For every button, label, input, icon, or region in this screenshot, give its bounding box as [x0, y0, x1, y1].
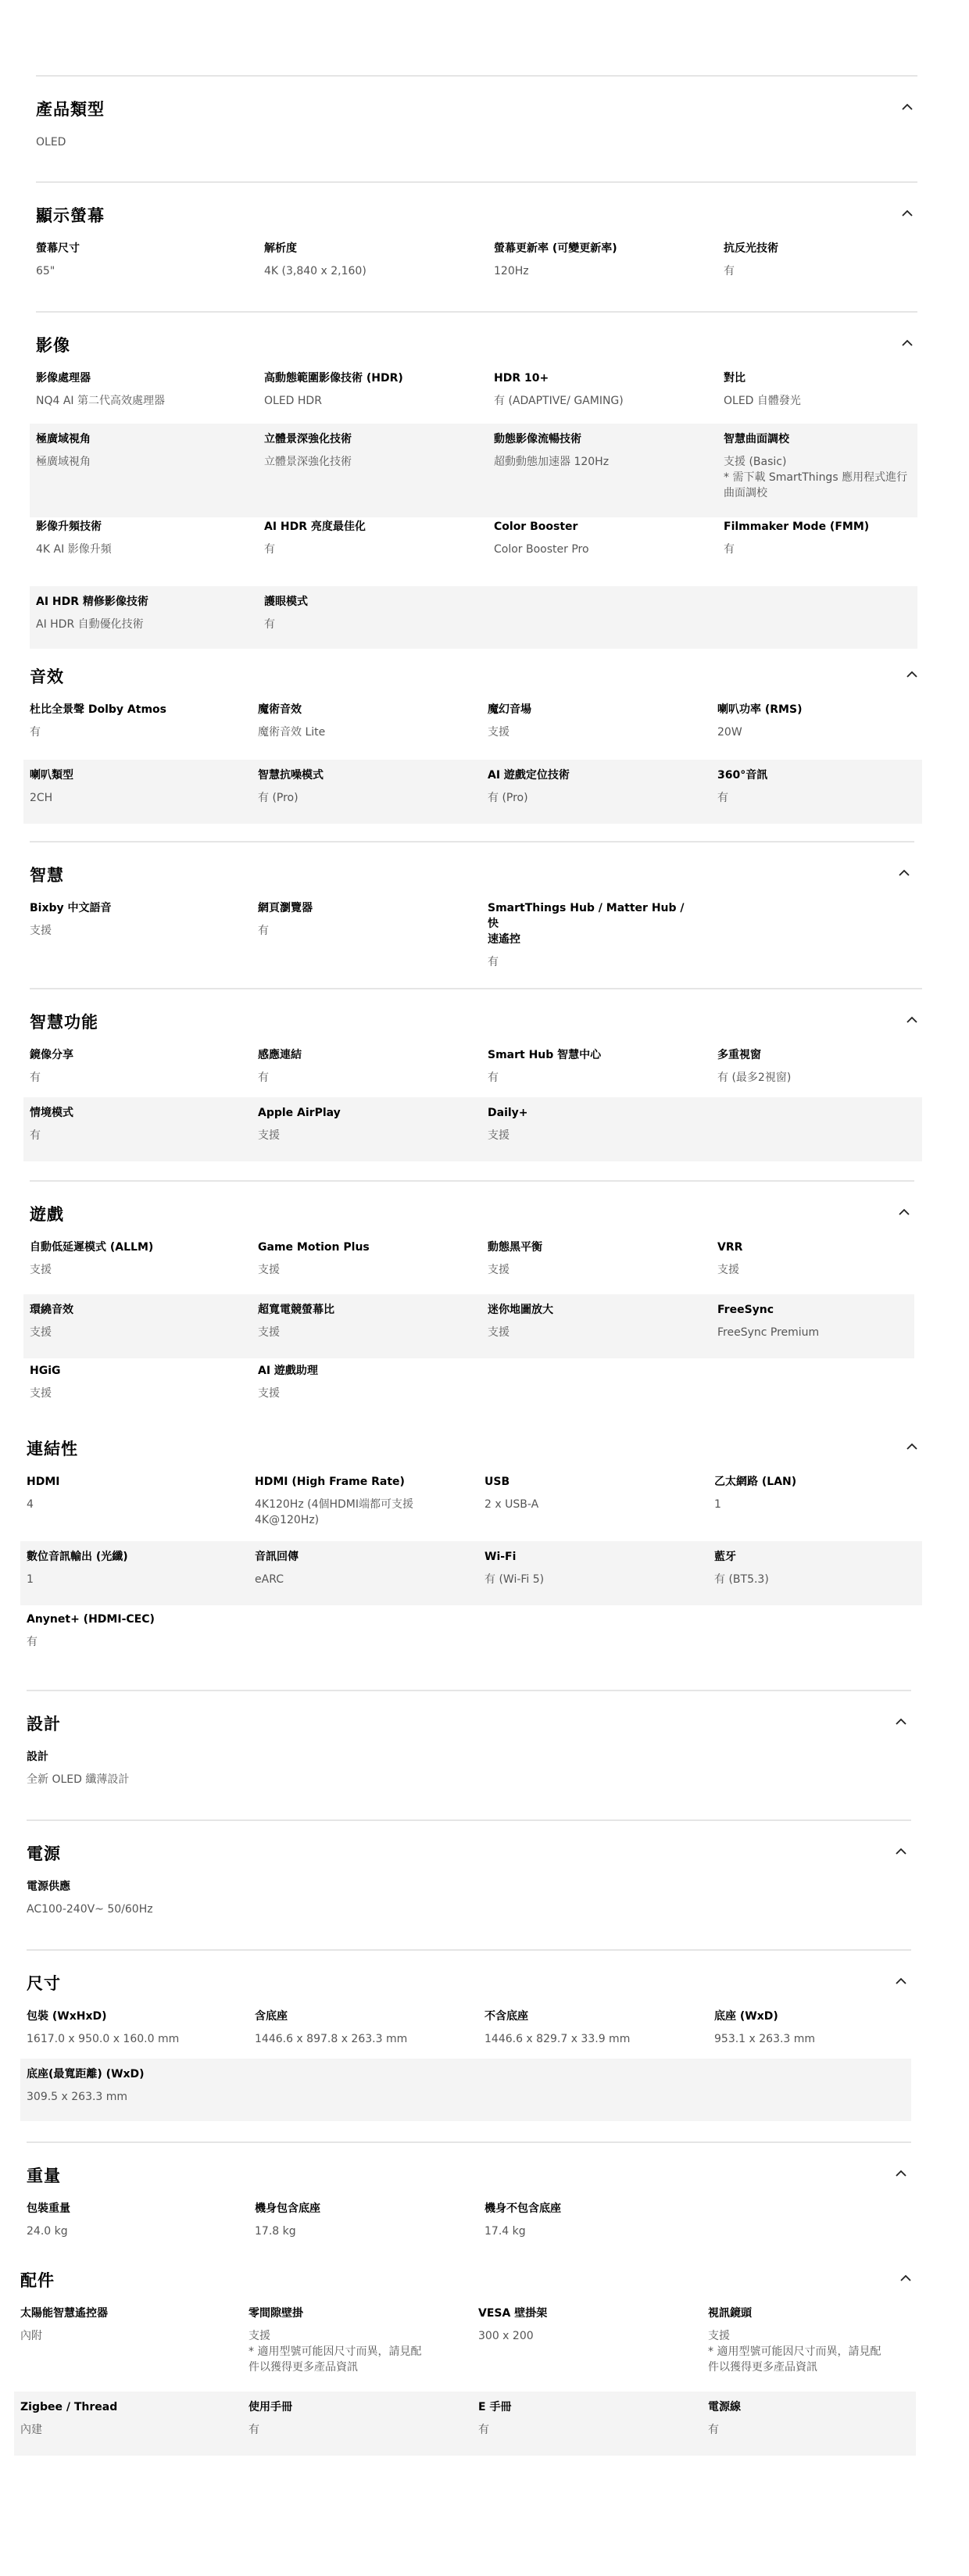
- spec-label: 智慧曲面調校: [724, 433, 789, 445]
- spec-item: [255, 1549, 466, 1587]
- spec-item: [30, 1047, 241, 1086]
- spec-value: 支援: [488, 1129, 510, 1142]
- spec-item: [724, 431, 935, 501]
- spec-row: [23, 1097, 922, 1161]
- spec-row: [20, 2059, 911, 2121]
- section-header[interactable]: [36, 92, 917, 122]
- spec-item: [27, 2066, 238, 2105]
- spec-row: [36, 370, 917, 431]
- section-header[interactable]: [20, 2263, 916, 2293]
- spec-label: 感應連結: [258, 1049, 302, 1061]
- spec-value: 1617.0 x 950.0 x 160.0 mm: [27, 2033, 180, 2045]
- spec-row: [27, 1474, 922, 1546]
- spec-item: [258, 1047, 469, 1086]
- spec-label: HDR 10+: [494, 372, 549, 385]
- section-divider: [30, 988, 922, 989]
- spec-item: [255, 2009, 466, 2047]
- section-divider: [30, 841, 914, 843]
- spec-label: Daily+: [488, 1107, 528, 1119]
- spec-value: 2CH: [30, 792, 53, 804]
- section-header[interactable]: [27, 1707, 911, 1737]
- spec-item: [717, 1047, 928, 1086]
- section-title: 電源: [27, 1844, 61, 1863]
- section-header[interactable]: [36, 328, 917, 358]
- spec-value: 支援: [258, 1326, 280, 1339]
- spec-value: 有: [478, 2424, 489, 2436]
- spec-label: 動態影像流暢技術: [494, 433, 581, 445]
- spec-label: VRR: [717, 1241, 743, 1254]
- spec-label: 數位音訊輸出 (光纖): [27, 1551, 128, 1563]
- spec-item: [258, 702, 469, 740]
- spec-label: 極廣域視角: [36, 433, 91, 445]
- section-divider: [36, 75, 917, 77]
- section-header[interactable]: [27, 1837, 911, 1866]
- spec-item: [36, 241, 247, 279]
- spec-label: 動態黑平衡: [488, 1241, 542, 1254]
- spec-item: [27, 1549, 238, 1587]
- spec-label: 藍牙: [714, 1551, 736, 1563]
- spec-row: [30, 702, 922, 764]
- spec-value: 支援: [488, 726, 510, 739]
- spec-label: Apple AirPlay: [258, 1107, 341, 1119]
- spec-label: 抗反光技術: [724, 242, 778, 255]
- spec-item: [708, 2306, 919, 2375]
- section-title: 影像: [36, 336, 70, 355]
- spec-item: [30, 702, 241, 740]
- section-title: 音效: [30, 667, 64, 686]
- spec-value: 支援 (Basic) * 需下載 SmartThings 應用程式進行 曲面調校: [724, 456, 908, 499]
- spec-value: 有: [717, 792, 728, 804]
- spec-row: [27, 2009, 911, 2063]
- spec-value: 65": [36, 265, 55, 277]
- chevron-up-icon[interactable]: [903, 1011, 921, 1029]
- spec-item: [36, 134, 247, 150]
- spec-label: E 手冊: [478, 2401, 512, 2413]
- spec-item: [494, 431, 705, 470]
- spec-row: [27, 1612, 922, 1666]
- spec-value: 17.4 kg: [484, 2225, 526, 2238]
- spec-label: 包裝 (WxHxD): [27, 2010, 107, 2023]
- spec-value: AC100-240V~ 50/60Hz: [27, 1903, 153, 1916]
- spec-label: 設計: [27, 1751, 48, 1763]
- section-header[interactable]: [30, 660, 922, 689]
- spec-item: [255, 1474, 466, 1528]
- spec-item: [724, 241, 935, 279]
- spec-label: 影像升頻技術: [36, 521, 102, 533]
- chevron-up-icon[interactable]: [892, 1843, 910, 1860]
- section-header[interactable]: [30, 1005, 922, 1035]
- spec-item: [478, 2399, 689, 2438]
- spec-value: OLED: [36, 136, 66, 148]
- spec-label: 乙太網路 (LAN): [714, 1476, 797, 1488]
- spec-row: [20, 2306, 916, 2387]
- spec-item: [724, 370, 935, 409]
- spec-label: Zigbee / Thread: [20, 2401, 118, 2413]
- spec-value: 4K AI 影像升頻: [36, 543, 112, 556]
- spec-label: USB: [484, 1476, 510, 1488]
- spec-item: [484, 2009, 695, 2047]
- spec-label: 喇叭類型: [30, 769, 73, 782]
- spec-label: 影像處理器: [36, 372, 91, 385]
- spec-item: [30, 1105, 241, 1143]
- spec-item: [488, 767, 699, 806]
- spec-value: 有: [30, 1072, 41, 1084]
- spec-item: [714, 2009, 925, 2047]
- spec-item: [494, 519, 705, 557]
- spec-item: [258, 1363, 469, 1401]
- spec-label: 魔幻音場: [488, 703, 531, 716]
- section-header[interactable]: [27, 1432, 922, 1462]
- spec-label: 超寬電競螢幕比: [258, 1304, 334, 1316]
- spec-row: [30, 1363, 914, 1418]
- spec-value: 內建: [20, 2424, 42, 2436]
- spec-value: 953.1 x 263.3 mm: [714, 2033, 816, 2045]
- spec-label: AI 遊戲助理: [258, 1365, 318, 1377]
- chevron-up-icon[interactable]: [903, 1438, 921, 1455]
- spec-value: 120Hz: [494, 265, 529, 277]
- spec-label: HDMI (High Frame Rate): [255, 1476, 405, 1488]
- spec-row: [36, 134, 917, 166]
- spec-value: eARC: [255, 1573, 284, 1586]
- spec-value: 有 (最多2視窗): [717, 1072, 792, 1084]
- spec-label: 包裝重量: [27, 2202, 70, 2215]
- chevron-up-icon[interactable]: [892, 1713, 910, 1730]
- spec-item: [724, 519, 935, 557]
- spec-label: 鏡像分享: [30, 1049, 73, 1061]
- spec-label: 自動低延遲模式 (ALLM): [30, 1241, 154, 1254]
- spec-value: 2 x USB-A: [484, 1498, 539, 1511]
- spec-item: [484, 1474, 695, 1512]
- spec-item: [249, 2399, 459, 2438]
- spec-item: [488, 1302, 699, 1340]
- chevron-up-icon[interactable]: [896, 1204, 913, 1221]
- section-title: 配件: [20, 2271, 55, 2290]
- spec-item: [717, 767, 928, 806]
- spec-value: 魔術音效 Lite: [258, 726, 326, 739]
- spec-item: [717, 1302, 928, 1340]
- spec-value: 1446.6 x 829.7 x 33.9 mm: [484, 2033, 631, 2045]
- spec-value: 有: [724, 543, 735, 556]
- spec-item: [708, 2399, 919, 2438]
- spec-label: 立體景深強化技術: [264, 433, 352, 445]
- spec-label: 底座(最寬距離) (WxD): [27, 2068, 145, 2080]
- spec-label: 電源線: [708, 2401, 741, 2413]
- spec-item: [494, 241, 705, 279]
- section-title: 設計: [27, 1715, 61, 1733]
- spec-label: Bixby 中文語音: [30, 902, 112, 914]
- spec-label: AI HDR 亮度最佳化: [264, 521, 366, 533]
- spec-label: 含底座: [255, 2010, 288, 2023]
- spec-label: 音訊回傳: [255, 1551, 299, 1563]
- spec-label: 使用手冊: [249, 2401, 292, 2413]
- spec-label: 360°音訊: [717, 769, 768, 782]
- section-title: 產品類型: [36, 100, 105, 119]
- spec-value: 支援: [258, 1264, 280, 1276]
- section-title: 顯示螢幕: [36, 206, 105, 225]
- spec-label: 多重視窗: [717, 1049, 761, 1061]
- spec-item: [264, 594, 475, 632]
- spec-row: [23, 760, 922, 824]
- spec-value: 支援: [30, 1387, 52, 1400]
- spec-value: 有: [724, 265, 735, 277]
- section-header[interactable]: [36, 199, 917, 228]
- spec-item: [30, 900, 241, 939]
- chevron-up-icon[interactable]: [899, 98, 916, 116]
- section-divider: [27, 1819, 911, 1821]
- spec-value: 支援: [488, 1326, 510, 1339]
- spec-value: 4: [27, 1498, 34, 1511]
- spec-item: [258, 1105, 469, 1143]
- spec-label: 環繞音效: [30, 1304, 73, 1316]
- spec-label: 底座 (WxD): [714, 2010, 778, 2023]
- spec-label: Wi-Fi: [484, 1551, 517, 1563]
- spec-value: OLED 自體發光: [724, 395, 801, 407]
- spec-label: 智慧抗噪模式: [258, 769, 324, 782]
- spec-label: Game Motion Plus: [258, 1241, 370, 1254]
- spec-item: [258, 900, 469, 939]
- spec-label: 情境模式: [30, 1107, 73, 1119]
- spec-row: [30, 1240, 914, 1301]
- spec-label: AI 遊戲定位技術: [488, 769, 570, 782]
- spec-row: [36, 241, 917, 288]
- spec-value: 有: [264, 543, 275, 556]
- spec-label: Filmmaker Mode (FMM): [724, 521, 870, 533]
- spec-item: [249, 2306, 459, 2375]
- spec-value: 支援: [30, 925, 52, 937]
- spec-value: 有 (Pro): [258, 792, 299, 804]
- spec-item: [27, 1749, 238, 1787]
- chevron-up-icon[interactable]: [896, 864, 913, 882]
- section-divider: [27, 2141, 911, 2143]
- spec-label: 機身包含底座: [255, 2202, 320, 2215]
- section-title: 遊戲: [30, 1205, 64, 1224]
- spec-item: [264, 431, 475, 470]
- spec-value: 支援: [30, 1326, 52, 1339]
- spec-value: Color Booster Pro: [494, 543, 589, 556]
- spec-label: HDMI: [27, 1476, 60, 1488]
- section-header[interactable]: [30, 1197, 914, 1227]
- spec-label: 太陽能智慧遙控器: [20, 2307, 108, 2320]
- spec-item: [27, 2009, 238, 2047]
- spec-item: [484, 1549, 695, 1587]
- spec-item: [255, 2201, 466, 2239]
- section-title: 尺寸: [27, 1974, 61, 1993]
- spec-row: [27, 1749, 911, 1804]
- spec-value: 有: [258, 1072, 269, 1084]
- spec-value: 支援: [488, 1264, 510, 1276]
- spec-value: 有: [708, 2424, 719, 2436]
- section-divider: [36, 311, 917, 313]
- spec-item: [258, 1240, 469, 1278]
- spec-value: 立體景深強化技術: [264, 456, 352, 468]
- spec-value: 4K (3,840 x 2,160): [264, 265, 367, 277]
- section-divider: [27, 1949, 911, 1951]
- spec-item: [488, 1105, 699, 1143]
- spec-label: 網頁瀏覽器: [258, 902, 313, 914]
- spec-item: [27, 1612, 238, 1650]
- spec-value: 4K120Hz (4個HDMI端都可支援 4K@120Hz): [255, 1498, 414, 1526]
- spec-label: 迷你地圖放大: [488, 1304, 553, 1316]
- spec-label: 零間隙壁掛: [249, 2307, 303, 2320]
- spec-value: 17.8 kg: [255, 2225, 296, 2238]
- spec-item: [27, 1879, 238, 1917]
- chevron-up-icon[interactable]: [903, 666, 921, 683]
- spec-label: HGiG: [30, 1365, 61, 1377]
- spec-item: [20, 2306, 231, 2344]
- spec-value: 1: [714, 1498, 721, 1511]
- section-header[interactable]: [30, 858, 914, 888]
- spec-label: AI HDR 精修影像技術: [36, 596, 148, 608]
- spec-row: [27, 2201, 911, 2256]
- spec-item: [717, 1240, 928, 1278]
- spec-row: [27, 1879, 911, 1934]
- spec-item: [488, 702, 699, 740]
- spec-label: VESA 壁掛架: [478, 2307, 548, 2320]
- spec-value: 有 (ADAPTIVE/ GAMING): [494, 395, 624, 407]
- spec-value: 有: [488, 1072, 499, 1084]
- chevron-up-icon[interactable]: [897, 2270, 914, 2287]
- spec-item: [20, 2399, 231, 2438]
- spec-value: 有: [488, 956, 499, 968]
- spec-label: FreeSync: [717, 1304, 774, 1316]
- spec-value: 極廣域視角: [36, 456, 91, 468]
- spec-item: [27, 1474, 238, 1512]
- spec-label: 機身不包含底座: [484, 2202, 561, 2215]
- spec-row: [20, 1541, 922, 1605]
- spec-value: OLED HDR: [264, 395, 322, 407]
- section-divider: [27, 1690, 911, 1691]
- spec-item: [30, 1240, 241, 1278]
- spec-item: [488, 1047, 699, 1086]
- spec-value: 支援: [717, 1264, 739, 1276]
- spec-row: [23, 1294, 914, 1358]
- spec-item: [36, 519, 247, 557]
- chevron-up-icon[interactable]: [899, 205, 916, 222]
- section-title: 連結性: [27, 1440, 78, 1458]
- spec-item: [258, 767, 469, 806]
- spec-value: 有 (Wi-Fi 5): [484, 1573, 545, 1586]
- section-title: 重量: [27, 2166, 61, 2185]
- spec-value: 支援 * 適用型號可能因尺寸而異，請見配 件以獲得更多產品資訊: [249, 2330, 422, 2374]
- spec-label: 對比: [724, 372, 746, 385]
- spec-row: [30, 586, 917, 649]
- spec-label: 螢幕更新率 (可變更新率): [494, 242, 617, 255]
- chevron-up-icon[interactable]: [892, 2165, 910, 2182]
- spec-value: 支援: [30, 1264, 52, 1276]
- spec-item: [264, 370, 475, 409]
- spec-value: FreeSync Premium: [717, 1326, 820, 1339]
- spec-value: 309.5 x 263.3 mm: [27, 2091, 128, 2103]
- section-header[interactable]: [27, 1966, 911, 1996]
- spec-value: 支援: [258, 1387, 280, 1400]
- spec-value: 超動動態加速器 120Hz: [494, 456, 610, 468]
- spec-value: NQ4 AI 第二代高效處理器: [36, 395, 166, 407]
- spec-value: 1: [27, 1573, 34, 1586]
- spec-label: 視訊鏡頭: [708, 2307, 752, 2320]
- spec-value: 20W: [717, 726, 742, 739]
- spec-item: [30, 767, 241, 806]
- spec-value: 內附: [20, 2330, 42, 2342]
- spec-value: 有 (Pro): [488, 792, 528, 804]
- spec-item: [36, 431, 247, 470]
- spec-value: 支援: [258, 1129, 280, 1142]
- section-header[interactable]: [27, 2159, 911, 2188]
- spec-label: 解析度: [264, 242, 297, 255]
- spec-value: 1446.6 x 897.8 x 263.3 mm: [255, 2033, 408, 2045]
- spec-item: [264, 519, 475, 557]
- spec-item: [258, 1302, 469, 1340]
- section-divider: [36, 181, 917, 183]
- spec-item: [717, 702, 928, 740]
- section-divider: [30, 1180, 914, 1182]
- spec-label: 杜比全景聲 Dolby Atmos: [30, 703, 166, 716]
- spec-label: 魔術音效: [258, 703, 302, 716]
- spec-label: SmartThings Hub / Matter Hub / 快 速遙控: [488, 902, 685, 946]
- section-title: 智慧: [30, 866, 64, 885]
- spec-value: 有: [30, 726, 41, 739]
- spec-item: [30, 1363, 241, 1401]
- chevron-up-icon[interactable]: [899, 335, 916, 352]
- spec-value: 24.0 kg: [27, 2225, 68, 2238]
- spec-label: 喇叭功率 (RMS): [717, 703, 803, 716]
- spec-item: [27, 2201, 238, 2239]
- spec-label: 不含底座: [484, 2010, 528, 2023]
- spec-label: Color Booster: [494, 521, 578, 533]
- spec-item: [264, 241, 475, 279]
- spec-row: [36, 519, 917, 580]
- spec-value: 有 (BT5.3): [714, 1573, 769, 1586]
- spec-value: 有: [30, 1129, 41, 1142]
- chevron-up-icon[interactable]: [892, 1973, 910, 1990]
- spec-label: Smart Hub 智慧中心: [488, 1049, 602, 1061]
- spec-row: [30, 900, 914, 994]
- spec-value: 有: [258, 925, 269, 937]
- spec-item: [714, 1474, 925, 1512]
- spec-label: 護眼模式: [264, 596, 308, 608]
- spec-label: 高動態範圍影像技術 (HDR): [264, 372, 403, 385]
- spec-label: 螢幕尺寸: [36, 242, 80, 255]
- spec-item: [714, 1549, 925, 1587]
- spec-item: [484, 2201, 695, 2239]
- spec-value: 全新 OLED 纖薄設計: [27, 1773, 130, 1786]
- section-title: 智慧功能: [30, 1013, 98, 1032]
- spec-value: 支援 * 適用型號可能因尺寸而異，請見配 件以獲得更多產品資訊: [708, 2330, 881, 2374]
- spec-item: [488, 1240, 699, 1278]
- spec-item: [30, 1302, 241, 1340]
- spec-item: [494, 370, 705, 409]
- spec-item: [36, 594, 247, 632]
- spec-value: AI HDR 自動優化技術: [36, 618, 144, 631]
- spec-row: [30, 424, 917, 517]
- spec-item: [36, 370, 247, 409]
- spec-value: 有: [27, 1636, 38, 1648]
- spec-value: 有: [264, 618, 275, 631]
- spec-item: [478, 2306, 689, 2344]
- spec-label: 電源供應: [27, 1880, 70, 1893]
- spec-item: [488, 900, 699, 970]
- spec-value: 有: [249, 2424, 259, 2436]
- spec-label: Anynet+ (HDMI-CEC): [27, 1613, 155, 1626]
- spec-row: [14, 2392, 916, 2456]
- spec-value: 300 x 200: [478, 2330, 534, 2342]
